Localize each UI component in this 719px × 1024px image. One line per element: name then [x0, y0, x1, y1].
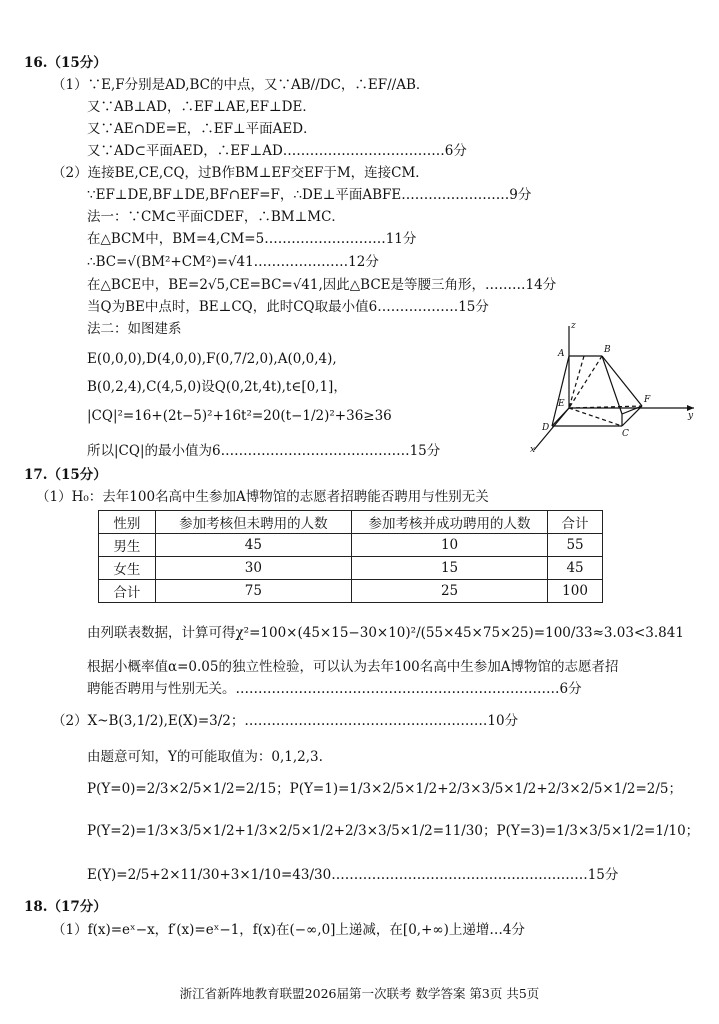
- table-cell: 100: [548, 580, 603, 603]
- table-row: [99, 557, 603, 580]
- q18-p1-line: （1）f(x)=eˣ−x，f′(x)=eˣ−1，f(x)在(−∞,0]上递减，在[0,+∞)上递增…4分: [52, 922, 525, 938]
- table-cell: 25: [351, 580, 547, 603]
- table-header-cell: 参加考核并成功聘用的人数: [351, 511, 547, 534]
- table-cell: 10: [351, 534, 547, 557]
- q16-p2-line-10: B(0,2,4),C(4,5,0)设Q(0,2t,4t),t∈[0,1]，: [87, 379, 347, 395]
- table-cell: 45: [548, 557, 603, 580]
- q16-p2-line-1: （2）连接BE,CE,CQ，过B作BM⊥EF交EF于M，连接CM．: [52, 165, 429, 181]
- fig-label-b: B: [604, 345, 611, 355]
- q18-heading: 18.（17分）: [24, 899, 107, 915]
- q17-conclusion-line-2: 聘能否聘用与性别无关。………………………………………………………………6分: [87, 681, 582, 697]
- fig-label-c: C: [622, 429, 629, 439]
- page-footer: 浙江省新阵地教育联盟2026届第一次联考 数学答案 第3页 共5页: [179, 986, 540, 1001]
- table-header-cell: 参加考核但未聘用的人数: [155, 511, 351, 534]
- q17-p1-intro: （1）H₀：去年100名高中生参加A博物馆的志愿者招聘能否聘用与性别无关: [36, 489, 489, 505]
- table-header-cell: 性别: [99, 511, 156, 534]
- table-cell: 30: [155, 557, 351, 580]
- fig-label-e: E: [558, 399, 565, 409]
- q17-conclusion-line-1: 根据小概率值α=0.05的独立性检验，可以认为去年100名高中生参加A博物馆的志愿者招: [87, 659, 619, 675]
- fig-label-a: A: [558, 349, 565, 359]
- table-header-row: [99, 511, 603, 534]
- fig-label-x: x: [530, 445, 536, 455]
- q16-p2-line-5: ∴BC=√(BM²+CM²)=√41…………………12分: [87, 254, 379, 270]
- table-row: [99, 580, 603, 603]
- q16-p2-line-2: ∵EF⊥DE,BF⊥DE,BF∩EF=F，∴DE⊥平面ABFE……………………9分: [87, 187, 532, 203]
- q16-heading: 16.（15分）: [24, 55, 107, 71]
- q16-p2-line-12: 所以|CQ|的最小值为6……………………………………15分: [87, 443, 441, 459]
- table-row: [99, 534, 603, 557]
- table-cell: 75: [155, 580, 351, 603]
- fig-label-d: D: [542, 423, 550, 433]
- table-cell: 合计: [99, 580, 156, 603]
- fig-label-f: F: [644, 395, 651, 405]
- q16-p1-line-1: （1）∵E,F分别是AD,BC的中点，又∵AB//DC，∴EF//AB．: [52, 77, 430, 93]
- coordinate-figure: [522, 318, 702, 458]
- fig-label-z: z: [571, 321, 576, 331]
- q17-p2-line-5: E(Y)=2/5+2×11/30+3×1/10=43/30…………………………………………………15分: [87, 867, 619, 883]
- table-cell: 男生: [99, 534, 156, 557]
- q16-p2-line-4: 在△BCM中，BM=4,CM=5………………………11分: [87, 231, 417, 247]
- q17-p2-line-2: 由题意可知，Y的可能取值为：0,1,2,3.: [87, 749, 323, 765]
- table-header-cell: 合计: [548, 511, 603, 534]
- q17-p2-line-4: P(Y=2)=1/3×3/5×1/2+1/3×2/5×1/2+2/3×3/5×1/2=11/30；P(Y=3)=1/3×3/5×1/2=1/10；: [87, 823, 700, 839]
- table-cell: 15: [351, 557, 547, 580]
- table-cell: 女生: [99, 557, 156, 580]
- q16-p2-line-9: E(0,0,0),D(4,0,0),F(0,7/2,0),A(0,0,4),: [87, 351, 337, 367]
- q17-heading: 17.（15分）: [24, 467, 107, 483]
- q16-p2-line-11: |CQ|²=16+(2t−5)²+16t²=20(t−1/2)²+36≥36: [87, 408, 392, 424]
- q16-p1-line-4: 又∵AD⊂平面AED，∴EF⊥AD………………………………6分: [87, 143, 467, 159]
- q16-p1-line-3: 又∵AE∩DE=E，∴EF⊥平面AED．: [87, 121, 317, 137]
- q16-p2-line-6: 在△BCE中，BE=2√5,CE=BC=√41,因此△BCE是等腰三角形，………14分: [87, 277, 557, 293]
- q16-p2-line-7: 当Q为BE中点时，BE⊥CQ，此时CQ取最小值6………………15分: [87, 299, 489, 315]
- table-cell: 45: [155, 534, 351, 557]
- q16-p2-line-3: 法一：∵CM⊂平面CDEF，∴BM⊥MC．: [87, 209, 345, 225]
- fig-label-y: y: [688, 411, 694, 421]
- table-cell: 55: [548, 534, 603, 557]
- q17-p2-line-3: P(Y=0)=2/3×2/5×1/2=2/15；P(Y=1)=1/3×2/5×1/2+2/3×3/5×1/2+2/3×2/5×1/2=2/5；: [87, 781, 682, 797]
- contingency-table: [98, 510, 603, 603]
- q17-chi-square-calc: 由列联表数据，计算可得χ²=100×(45×15−30×10)²/(55×45×75×25)=100/33≈3.03<3.841: [87, 625, 684, 641]
- q17-p2-line-1: （2）X~B(3,1/2),E(X)=3/2；………………………………………………10分: [52, 713, 519, 729]
- q16-p2-line-8: 法二：如图建系: [87, 321, 182, 337]
- q16-p1-line-2: 又∵AB⊥AD，∴EF⊥AE,EF⊥DE．: [87, 99, 316, 115]
